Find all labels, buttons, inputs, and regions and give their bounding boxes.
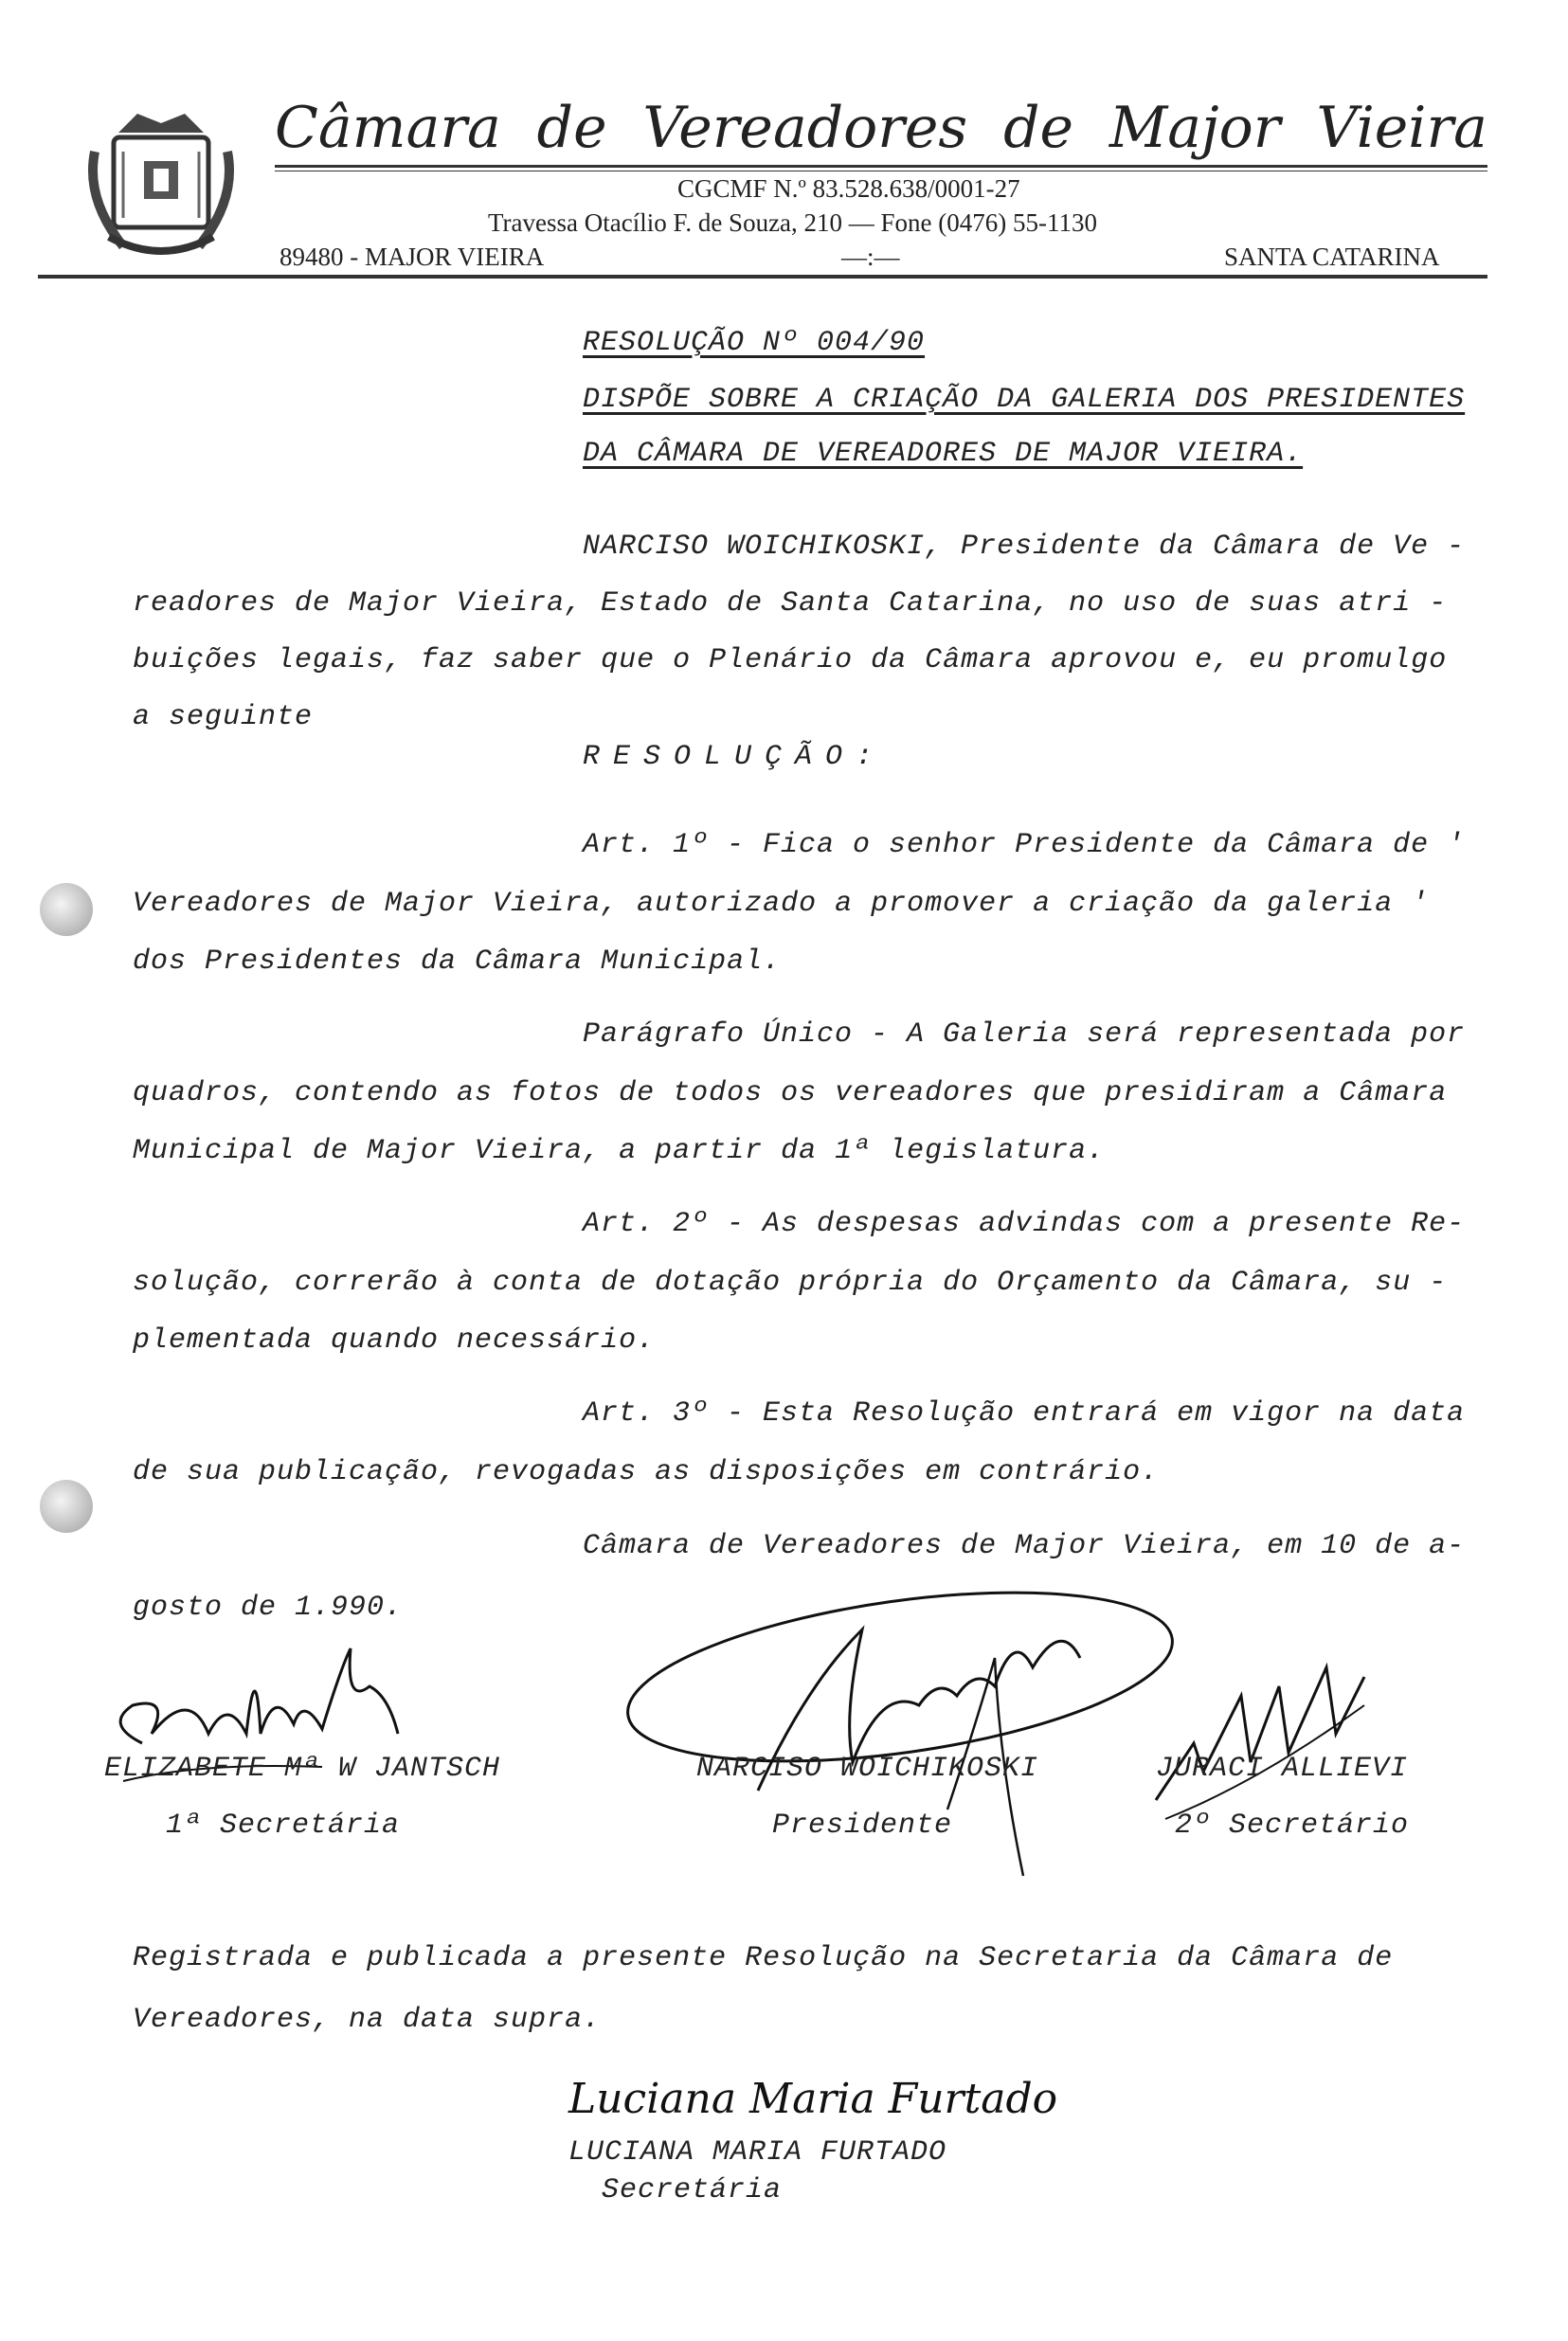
art1-line: Art. 1º - Fica o senhor Presidente da Câmara de ' bbox=[583, 829, 1466, 861]
intro-line: buições legais, faz saber que o Plenário da Câmara aprovou e, eu promulgo bbox=[133, 644, 1448, 676]
address-line: Travessa Otacílio F. de Souza, 210 — Fone (0476) 55-1130 bbox=[488, 208, 1098, 237]
art2-line: plementada quando necessário. bbox=[133, 1324, 656, 1357]
closing-line: gosto de 1.990. bbox=[133, 1592, 404, 1624]
final-signatory-name: LUCIANA MARIA FURTADO bbox=[568, 2136, 947, 2169]
punch-hole bbox=[40, 883, 93, 936]
registration-line: Vereadores, na data supra. bbox=[133, 2004, 602, 2036]
intro-line: NARCISO WOICHIKOSKI, Presidente da Câmara de Ve - bbox=[583, 531, 1466, 563]
punch-hole bbox=[40, 1480, 93, 1533]
art3-line: de sua publicação, revogadas as disposições em contrário. bbox=[133, 1456, 1160, 1488]
art2-line: Art. 2º - As despesas advindas com a presente Re- bbox=[583, 1208, 1466, 1240]
paragraph-line: quadros, contendo as fotos de todos os vereadores que presidiram a Câmara bbox=[133, 1077, 1448, 1109]
signatory-name: NARCISO WOICHIKOSKI bbox=[696, 1753, 1039, 1785]
resolution-subject-line1: DISPÕE SOBRE A CRIAÇÃO DA GALERIA DOS PRESIDENTES bbox=[583, 384, 1466, 416]
state-name: SANTA CATARINA bbox=[1224, 243, 1440, 271]
signatory-name: JURACI ALLIEVI bbox=[1156, 1753, 1409, 1785]
closing-line: Câmara de Vereadores de Major Vieira, em 10 de a- bbox=[583, 1530, 1466, 1562]
title-word: de bbox=[1003, 95, 1073, 161]
letterhead-title bbox=[275, 95, 1487, 161]
art3-line: Art. 3º - Esta Resolução entrará em vigor na data bbox=[583, 1397, 1466, 1430]
resolution-label: RESOLUÇÃO: bbox=[583, 741, 887, 773]
header-rule-top bbox=[275, 165, 1487, 168]
cgcmf-number: CGCMF N.º 83.528.638/0001-27 bbox=[677, 174, 1020, 203]
art1-line: dos Presidentes da Câmara Municipal. bbox=[133, 945, 782, 978]
title-word: Major bbox=[1108, 95, 1281, 161]
signatory-role: 2º Secretário bbox=[1175, 1810, 1410, 1842]
signatory-role: 1ª Secretária bbox=[166, 1810, 401, 1842]
title-word: Câmara bbox=[275, 95, 501, 161]
signatory-name: ELIZABETE Mª W JANTSCH bbox=[104, 1753, 501, 1785]
signature-furtado: Luciana Maria Furtado bbox=[568, 2075, 1058, 2123]
intro-line: readores de Major Vieira, Estado de Santa Catarina, no uso de suas atri - bbox=[133, 587, 1448, 620]
title-word: Vereadores bbox=[642, 95, 968, 161]
registration-line: Registrada e publicada a presente Resolução na Secretaria da Câmara de bbox=[133, 1942, 1394, 1974]
paragraph-line: Municipal de Major Vieira, a partir da 1ª legislatura. bbox=[133, 1135, 1106, 1167]
art1-line: Vereadores de Major Vieira, autorizado a promover a criação da galeria ' bbox=[133, 888, 1430, 920]
final-signatory-role: Secretária bbox=[602, 2174, 783, 2206]
signature-jantsch bbox=[85, 1630, 464, 1819]
title-word: de bbox=[536, 95, 607, 161]
title-word: Vieira bbox=[1316, 95, 1487, 161]
art2-line: solução, correrão à conta de dotação própria do Orçamento da Câmara, su - bbox=[133, 1267, 1448, 1299]
resolution-number: RESOLUÇÃO Nº 004/90 bbox=[583, 327, 926, 359]
paragraph-line: Parágrafo Único - A Galeria será representada por bbox=[583, 1018, 1466, 1051]
municipal-coat-of-arms-icon bbox=[85, 104, 237, 265]
header-separator: —:— bbox=[841, 243, 900, 271]
intro-line: a seguinte bbox=[133, 701, 314, 733]
zip-city: 89480 - MAJOR VIEIRA bbox=[279, 243, 545, 271]
header-rule-bottom bbox=[38, 275, 1487, 279]
signature-president bbox=[616, 1573, 1203, 1895]
signatory-role: Presidente bbox=[772, 1810, 953, 1842]
resolution-subject-line2: DA CÂMARA DE VEREADORES DE MAJOR VIEIRA. bbox=[583, 438, 1304, 470]
